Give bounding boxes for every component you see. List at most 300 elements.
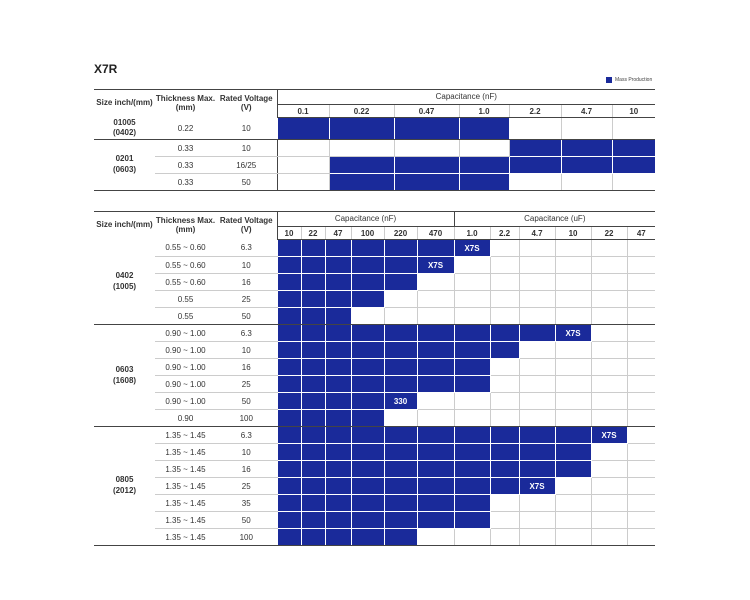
capacitance-cell bbox=[490, 257, 519, 274]
capacitance-cell bbox=[519, 342, 555, 359]
legend-swatch bbox=[606, 77, 612, 83]
mass-production-cell bbox=[519, 325, 555, 342]
mass-production-cell bbox=[454, 495, 490, 512]
table-row bbox=[94, 174, 655, 191]
capacitance-cell bbox=[417, 274, 454, 291]
thickness-cell: 1.35 ~ 1.45 bbox=[155, 461, 216, 478]
voltage-cell: 25 bbox=[216, 376, 277, 393]
capacitance-cell bbox=[490, 512, 519, 529]
column-header: 0.47 bbox=[394, 105, 459, 118]
voltage-cell: 50 bbox=[216, 308, 277, 325]
capacitance-cell bbox=[627, 240, 655, 257]
thickness-cell: 0.33 bbox=[155, 174, 216, 191]
capacitance-cell bbox=[591, 512, 627, 529]
thickness-cell: 0.90 ~ 1.00 bbox=[155, 376, 216, 393]
mass-production-cell bbox=[351, 444, 384, 461]
table-row bbox=[94, 274, 655, 291]
mass-production-cell bbox=[325, 342, 351, 359]
thickness-cell: 0.55 bbox=[155, 308, 216, 325]
size-code: 0805 bbox=[115, 475, 134, 485]
thickness-cell: 0.90 ~ 1.00 bbox=[155, 342, 216, 359]
thickness-cell: 1.35 ~ 1.45 bbox=[155, 444, 216, 461]
capacitance-cell bbox=[384, 308, 417, 325]
capacitance-cell bbox=[627, 529, 655, 546]
capacitance-cell bbox=[509, 118, 561, 140]
voltage-cell: 10 bbox=[216, 118, 277, 140]
capacitance-cell bbox=[417, 393, 454, 410]
mass-production-cell bbox=[351, 342, 384, 359]
mass-production-cell bbox=[490, 478, 519, 495]
column-header: 4.7 bbox=[519, 227, 555, 240]
mass-production-cell bbox=[519, 461, 555, 478]
voltage-cell: 50 bbox=[216, 174, 277, 191]
mass-production-cell bbox=[454, 444, 490, 461]
mass-production-cell bbox=[277, 444, 301, 461]
capacitance-cell bbox=[555, 410, 591, 427]
mass-production-cell bbox=[509, 157, 561, 174]
column-header: 1.0 bbox=[459, 105, 509, 118]
capacitance-cell bbox=[394, 140, 459, 157]
voltage-cell: 25 bbox=[216, 478, 277, 495]
thickness-cell: 1.35 ~ 1.45 bbox=[155, 478, 216, 495]
mass-production-cell bbox=[277, 359, 301, 376]
thickness-cell: 1.35 ~ 1.45 bbox=[155, 427, 216, 444]
mass-production-cell bbox=[277, 325, 301, 342]
capacitance-cell bbox=[555, 240, 591, 257]
capacitance-cell bbox=[519, 512, 555, 529]
mass-production-cell bbox=[277, 478, 301, 495]
mass-production-cell bbox=[301, 240, 325, 257]
page-title: X7R bbox=[94, 62, 118, 76]
capacitance-cell bbox=[627, 512, 655, 529]
capacitance-uf-header: Capacitance (uF) bbox=[454, 212, 655, 227]
mass-production-cell bbox=[277, 393, 301, 410]
voltage-cell: 100 bbox=[216, 529, 277, 546]
table-row bbox=[94, 427, 655, 444]
table-row bbox=[94, 308, 655, 325]
mass-production-cell bbox=[384, 461, 417, 478]
capacitance-cell bbox=[519, 274, 555, 291]
capacitance-cell bbox=[454, 257, 490, 274]
column-header: 4.7 bbox=[561, 105, 612, 118]
thickness-cell: 0.55 bbox=[155, 291, 216, 308]
voltage-cell: 16/25 bbox=[216, 157, 277, 174]
capacitance-cell bbox=[627, 444, 655, 461]
mass-production-cell bbox=[325, 359, 351, 376]
mass-production-cell bbox=[384, 512, 417, 529]
mass-production-cell bbox=[329, 157, 394, 174]
thickness-header: Thickness Max. (mm) bbox=[155, 93, 216, 112]
capacitance-cell bbox=[490, 495, 519, 512]
capacitance-cell bbox=[454, 393, 490, 410]
column-header: 100 bbox=[351, 227, 384, 240]
mass-production-cell bbox=[384, 495, 417, 512]
capacitance-cell bbox=[591, 444, 627, 461]
mass-production-cell bbox=[301, 529, 325, 546]
capacitance-cell bbox=[591, 376, 627, 393]
legend-label: Mass Production bbox=[615, 77, 653, 83]
mass-production-cell bbox=[301, 308, 325, 325]
capacitance-cell bbox=[519, 495, 555, 512]
mass-production-cell bbox=[417, 359, 454, 376]
capacitance-cell bbox=[459, 140, 509, 157]
capacitance-cell bbox=[555, 495, 591, 512]
mass-production-cell bbox=[325, 444, 351, 461]
size-cell bbox=[94, 118, 155, 140]
mass-production-cell bbox=[417, 495, 454, 512]
capacitance-cell bbox=[519, 308, 555, 325]
thickness-cell: 0.90 ~ 1.00 bbox=[155, 325, 216, 342]
column-header: 470 bbox=[417, 227, 454, 240]
voltage-cell: 10 bbox=[216, 342, 277, 359]
mass-production-cell bbox=[454, 427, 490, 444]
mass-production-cell bbox=[277, 529, 301, 546]
capacitance-cell bbox=[591, 308, 627, 325]
size-mm: (1608) bbox=[112, 375, 137, 385]
mass-production-cell bbox=[394, 118, 459, 140]
capacitance-nf-header: Capacitance (nF) bbox=[277, 90, 655, 105]
mass-production-cell bbox=[277, 118, 329, 140]
capacitance-cell bbox=[555, 359, 591, 376]
mass-production-cell bbox=[325, 461, 351, 478]
mass-production-cell bbox=[612, 140, 655, 157]
mass-production-cell bbox=[351, 393, 384, 410]
mass-production-cell bbox=[301, 376, 325, 393]
column-header: 0.1 bbox=[277, 105, 329, 118]
capacitance-cell bbox=[555, 308, 591, 325]
mass-production-cell bbox=[490, 342, 519, 359]
capacitance-cell bbox=[591, 529, 627, 546]
mass-production-cell bbox=[490, 444, 519, 461]
mass-production-cell bbox=[301, 461, 325, 478]
mass-production-cell bbox=[417, 376, 454, 393]
capacitance-cell bbox=[591, 274, 627, 291]
mass-production-cell bbox=[454, 376, 490, 393]
table-row bbox=[94, 157, 655, 174]
mass-production-cell bbox=[417, 325, 454, 342]
size-code: 0201 bbox=[115, 154, 134, 164]
thickness-cell: 0.33 bbox=[155, 140, 216, 157]
table-row bbox=[94, 257, 655, 274]
capacitance-cell bbox=[591, 495, 627, 512]
voltage-cell: 10 bbox=[216, 444, 277, 461]
table-0402-0603-capacitance bbox=[94, 89, 655, 191]
capacitance-cell bbox=[591, 342, 627, 359]
column-header: 47 bbox=[325, 227, 351, 240]
mass-production-cell bbox=[351, 512, 384, 529]
capacitance-cell bbox=[555, 291, 591, 308]
mass-production-cell bbox=[301, 410, 325, 427]
mass-production-cell bbox=[301, 427, 325, 444]
table-0402-0805-capacitance bbox=[94, 211, 655, 546]
capacitance-cell bbox=[627, 325, 655, 342]
capacitance-cell bbox=[627, 376, 655, 393]
mass-production-cell bbox=[301, 325, 325, 342]
size-code: 0402 bbox=[115, 270, 134, 280]
size-cell bbox=[94, 140, 155, 191]
mass-production-cell bbox=[384, 376, 417, 393]
mass-production-cell bbox=[351, 478, 384, 495]
column-header: 1.0 bbox=[454, 227, 490, 240]
table-row bbox=[94, 512, 655, 529]
mass-production-cell bbox=[325, 410, 351, 427]
mass-production-cell bbox=[417, 427, 454, 444]
mass-production-cell bbox=[301, 342, 325, 359]
mass-production-cell bbox=[351, 410, 384, 427]
size-mm: (0603) bbox=[112, 165, 137, 175]
capacitance-cell bbox=[519, 376, 555, 393]
thickness-cell: 0.55 ~ 0.60 bbox=[155, 240, 216, 257]
column-header: 10 bbox=[612, 105, 655, 118]
mass-production-cell bbox=[325, 529, 351, 546]
mass-production-cell bbox=[351, 359, 384, 376]
capacitance-cell bbox=[454, 274, 490, 291]
capacitance-cell bbox=[627, 410, 655, 427]
capacitance-cell bbox=[454, 410, 490, 427]
capacitance-cell bbox=[627, 461, 655, 478]
mass-production-cell bbox=[555, 444, 591, 461]
thickness-cell: 0.22 bbox=[155, 118, 216, 140]
mass-production-cell bbox=[325, 240, 351, 257]
mass-production-cell bbox=[490, 325, 519, 342]
mass-production-cell bbox=[277, 308, 301, 325]
mass-production-cell bbox=[454, 512, 490, 529]
mass-production-cell bbox=[509, 140, 561, 157]
mass-production-cell bbox=[394, 157, 459, 174]
thickness-cell: 1.35 ~ 1.45 bbox=[155, 529, 216, 546]
mass-production-cell bbox=[325, 274, 351, 291]
mass-production-cell bbox=[417, 342, 454, 359]
size-mm: (0402) bbox=[112, 128, 137, 138]
capacitance-cell bbox=[490, 291, 519, 308]
mass-production-cell bbox=[301, 291, 325, 308]
mass-production-cell bbox=[277, 240, 301, 257]
mass-production-cell bbox=[277, 257, 301, 274]
column-header: 2.2 bbox=[490, 227, 519, 240]
thickness-cell: 0.55 ~ 0.60 bbox=[155, 257, 216, 274]
voltage-cell: 50 bbox=[216, 393, 277, 410]
column-header: 10 bbox=[277, 227, 301, 240]
table-row bbox=[94, 410, 655, 427]
capacitance-cell bbox=[627, 393, 655, 410]
mass-production-cell bbox=[384, 342, 417, 359]
capacitance-cell bbox=[417, 308, 454, 325]
capacitance-cell bbox=[555, 342, 591, 359]
table-row bbox=[94, 376, 655, 393]
capacitance-nf-header: Capacitance (nF) bbox=[277, 212, 454, 227]
mass-production-cell bbox=[561, 157, 612, 174]
column-header: 22 bbox=[591, 227, 627, 240]
mass-production-cell bbox=[384, 478, 417, 495]
voltage-cell: 10 bbox=[216, 140, 277, 157]
mass-production-cell bbox=[384, 529, 417, 546]
capacitance-cell bbox=[555, 478, 591, 495]
capacitance-cell bbox=[490, 393, 519, 410]
voltage-cell: 16 bbox=[216, 461, 277, 478]
capacitance-cell bbox=[555, 376, 591, 393]
size-cell bbox=[94, 427, 155, 546]
column-header: 47 bbox=[627, 227, 655, 240]
thickness-cell: 1.35 ~ 1.45 bbox=[155, 495, 216, 512]
dielectric-label: X7S bbox=[519, 478, 555, 495]
capacitance-cell bbox=[454, 291, 490, 308]
mass-production-cell bbox=[384, 325, 417, 342]
capacitance-cell bbox=[509, 174, 561, 191]
mass-production-cell bbox=[351, 325, 384, 342]
mass-production-cell bbox=[329, 174, 394, 191]
capacitance-cell bbox=[591, 240, 627, 257]
voltage-header: Rated Voltage (V) bbox=[219, 215, 273, 234]
table-row bbox=[94, 359, 655, 376]
capacitance-cell bbox=[519, 529, 555, 546]
table-row bbox=[94, 444, 655, 461]
capacitance-cell bbox=[555, 529, 591, 546]
mass-production-cell bbox=[277, 376, 301, 393]
mass-production-cell bbox=[351, 427, 384, 444]
mass-production-cell bbox=[277, 342, 301, 359]
capacitance-cell bbox=[417, 529, 454, 546]
size-header: Size inch/(mm) bbox=[96, 98, 153, 108]
mass-production-cell bbox=[351, 274, 384, 291]
mass-production-cell bbox=[277, 274, 301, 291]
column-header: 22 bbox=[301, 227, 325, 240]
capacitance-cell bbox=[612, 174, 655, 191]
size-cell bbox=[94, 240, 155, 325]
mass-production-cell bbox=[325, 478, 351, 495]
table-row bbox=[94, 529, 655, 546]
size-header: Size inch/(mm) bbox=[96, 220, 153, 230]
column-header: 10 bbox=[555, 227, 591, 240]
capacitance-cell bbox=[627, 495, 655, 512]
table-row bbox=[94, 495, 655, 512]
capacitance-cell bbox=[555, 512, 591, 529]
table-row bbox=[94, 240, 655, 257]
capacitance-cell bbox=[591, 359, 627, 376]
capacitance-cell bbox=[384, 410, 417, 427]
mass-production-cell bbox=[384, 257, 417, 274]
mass-production-cell bbox=[277, 461, 301, 478]
thickness-cell: 0.33 bbox=[155, 157, 216, 174]
capacitance-cell bbox=[561, 118, 612, 140]
dielectric-label: X7S bbox=[417, 257, 454, 274]
mass-production-cell bbox=[325, 308, 351, 325]
dielectric-label: X7S bbox=[555, 325, 591, 342]
capacitance-cell bbox=[627, 359, 655, 376]
table-row bbox=[94, 342, 655, 359]
mass-production-cell bbox=[301, 495, 325, 512]
table-row bbox=[94, 140, 655, 157]
mass-production-cell bbox=[417, 444, 454, 461]
mass-production-cell bbox=[384, 444, 417, 461]
mass-production-cell bbox=[351, 257, 384, 274]
mass-production-cell bbox=[454, 342, 490, 359]
capacitance-cell bbox=[627, 291, 655, 308]
mass-production-cell bbox=[325, 393, 351, 410]
mass-production-cell bbox=[384, 240, 417, 257]
capacitance-cell bbox=[627, 342, 655, 359]
thickness-cell: 0.90 ~ 1.00 bbox=[155, 359, 216, 376]
mass-production-cell bbox=[555, 427, 591, 444]
mass-production-cell bbox=[325, 376, 351, 393]
voltage-cell: 100 bbox=[216, 410, 277, 427]
mass-production-cell bbox=[277, 410, 301, 427]
dielectric-label: 330 bbox=[384, 393, 417, 410]
table-row bbox=[94, 325, 655, 342]
column-header: 0.22 bbox=[329, 105, 394, 118]
capacitance-cell bbox=[277, 174, 329, 191]
capacitance-cell bbox=[277, 140, 329, 157]
capacitance-cell bbox=[277, 157, 329, 174]
voltage-cell: 25 bbox=[216, 291, 277, 308]
voltage-cell: 6.3 bbox=[216, 240, 277, 257]
voltage-cell: 16 bbox=[216, 274, 277, 291]
mass-production-cell bbox=[561, 140, 612, 157]
mass-production-cell bbox=[351, 529, 384, 546]
capacitance-cell bbox=[519, 257, 555, 274]
mass-production-cell bbox=[301, 478, 325, 495]
capacitance-cell bbox=[627, 257, 655, 274]
voltage-cell: 6.3 bbox=[216, 325, 277, 342]
mass-production-cell bbox=[325, 291, 351, 308]
capacitance-cell bbox=[417, 291, 454, 308]
capacitance-cell bbox=[519, 240, 555, 257]
voltage-cell: 50 bbox=[216, 512, 277, 529]
size-mm: (1005) bbox=[112, 281, 137, 291]
capacitance-cell bbox=[384, 291, 417, 308]
capacitance-cell bbox=[612, 118, 655, 140]
table-row bbox=[94, 291, 655, 308]
mass-production-cell bbox=[394, 174, 459, 191]
mass-production-cell bbox=[454, 478, 490, 495]
capacitance-cell bbox=[591, 257, 627, 274]
thickness-cell: 0.90 ~ 1.00 bbox=[155, 393, 216, 410]
capacitance-cell bbox=[490, 410, 519, 427]
mass-production-cell bbox=[301, 393, 325, 410]
thickness-cell: 0.90 bbox=[155, 410, 216, 427]
mass-production-cell bbox=[351, 240, 384, 257]
voltage-cell: 6.3 bbox=[216, 427, 277, 444]
capacitance-cell bbox=[454, 308, 490, 325]
capacitance-cell bbox=[329, 140, 394, 157]
mass-production-cell bbox=[417, 461, 454, 478]
thickness-cell: 0.55 ~ 0.60 bbox=[155, 274, 216, 291]
mass-production-cell bbox=[351, 495, 384, 512]
mass-production-cell bbox=[301, 274, 325, 291]
mass-production-cell bbox=[612, 157, 655, 174]
mass-production-cell bbox=[454, 461, 490, 478]
capacitance-cell bbox=[490, 308, 519, 325]
mass-production-cell bbox=[454, 325, 490, 342]
voltage-cell: 10 bbox=[216, 257, 277, 274]
size-cell bbox=[94, 325, 155, 427]
capacitance-cell bbox=[627, 274, 655, 291]
mass-production-cell bbox=[459, 157, 509, 174]
mass-production-cell bbox=[417, 240, 454, 257]
mass-production-cell bbox=[519, 444, 555, 461]
mass-production-cell bbox=[519, 427, 555, 444]
mass-production-cell bbox=[277, 495, 301, 512]
capacitance-cell bbox=[555, 393, 591, 410]
capacitance-cell bbox=[519, 291, 555, 308]
mass-production-cell bbox=[351, 291, 384, 308]
mass-production-cell bbox=[454, 359, 490, 376]
mass-production-cell bbox=[459, 118, 509, 140]
capacitance-cell bbox=[490, 529, 519, 546]
capacitance-cell bbox=[519, 359, 555, 376]
mass-production-cell bbox=[384, 427, 417, 444]
capacitance-cell bbox=[555, 274, 591, 291]
capacitance-cell bbox=[627, 478, 655, 495]
